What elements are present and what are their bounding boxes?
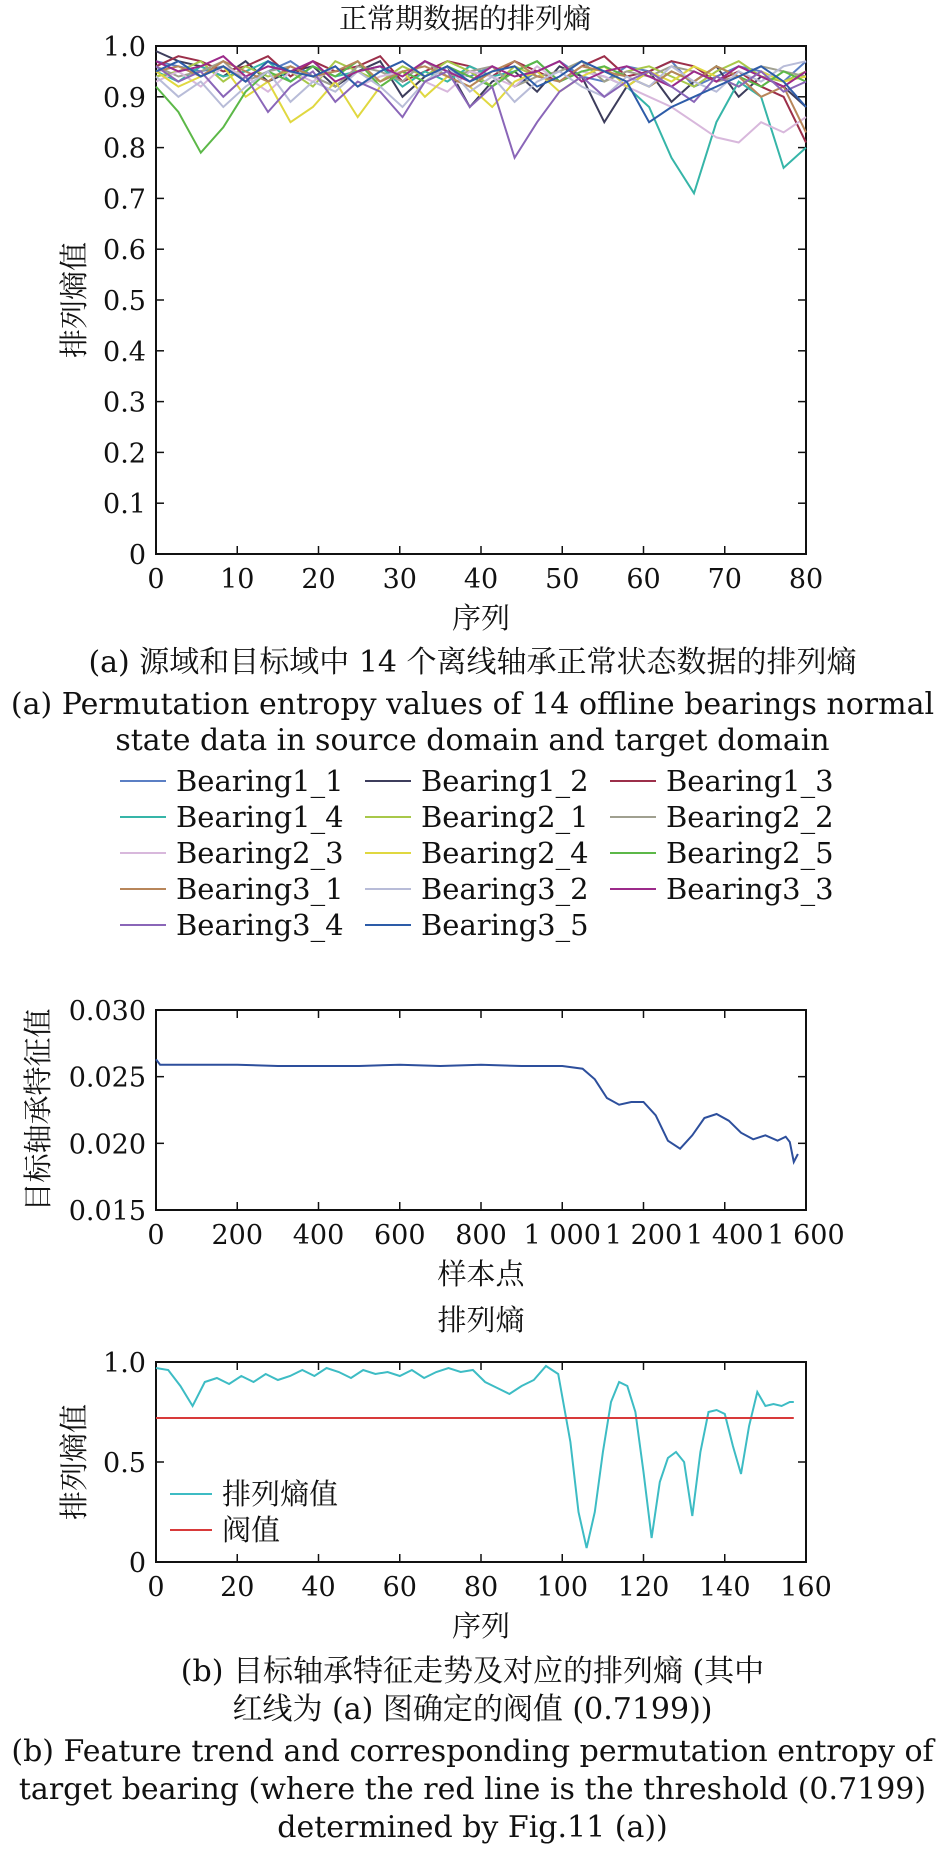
y-tick-label: 0.025 (68, 1062, 146, 1094)
legend-label: Bearing3_3 (666, 872, 834, 906)
y-tick-label: 0.5 (103, 286, 146, 317)
x-tick-label: 60 (626, 564, 661, 595)
chart-b1-y-ticks (69, 996, 806, 1227)
legend-item (365, 836, 589, 870)
chart-b1-xlabel: 样本点 (437, 1257, 525, 1291)
legend-label-entropy: 排列熵值 (222, 1477, 339, 1511)
x-tick-label: 30 (382, 564, 417, 595)
legend-label: Bearing3_1 (176, 872, 344, 906)
legend-label: Bearing3_5 (421, 908, 589, 942)
legend-label: Bearing1_3 (666, 764, 834, 798)
x-tick-label: 50 (545, 564, 580, 595)
y-tick-label: 0.5 (103, 1448, 146, 1479)
y-tick-label: 1.0 (103, 32, 146, 63)
x-tick-label: 1 400 (686, 1220, 764, 1251)
legend-swatch (120, 816, 166, 818)
chart-a (57, 2, 823, 635)
chart-a-title: 正常期数据的排列熵 (338, 2, 592, 35)
x-tick-label: 1 200 (604, 1220, 683, 1251)
legend-item (610, 836, 834, 870)
legend-label: Bearing2_2 (666, 800, 834, 834)
legend-label: Bearing2_1 (421, 800, 589, 834)
legend-item (120, 764, 344, 798)
y-tick-label: 0 (128, 540, 146, 571)
caption-a-cn: (a) 源域和目标域中 14 个离线轴承正常状态数据的排列熵 (88, 645, 857, 680)
series-line-0 (156, 1059, 798, 1162)
legend-item (120, 836, 344, 870)
x-tick-label: 120 (617, 1572, 670, 1603)
x-tick-label: 200 (211, 1220, 264, 1251)
legend-swatch (610, 780, 656, 782)
x-tick-label: 0 (147, 1572, 165, 1603)
chart-b1-series-group (156, 1059, 798, 1162)
chart-b1 (21, 996, 845, 1291)
y-tick-label: 0.015 (68, 1196, 146, 1227)
chart-b2-y-ticks (103, 1348, 806, 1579)
y-tick-label: 0.4 (103, 336, 146, 368)
legend-item (365, 872, 589, 906)
y-tick-label: 0 (128, 1548, 146, 1579)
legend-item (365, 764, 589, 798)
caption-b-cn-1: (b) 目标轴承特征走势及对应的排列熵 (其中 (180, 1654, 765, 1689)
y-tick-label: 0.6 (103, 235, 146, 267)
legend-label: Bearing2_4 (421, 836, 589, 870)
x-tick-label: 0 (147, 1220, 165, 1251)
chart-b1-frame (156, 1010, 806, 1210)
x-tick-label: 100 (536, 1572, 589, 1603)
x-tick-label: 0 (147, 564, 165, 595)
chart-b2-title: 排列熵 (437, 1303, 525, 1337)
legend-swatch (610, 852, 656, 854)
chart-a-x-ticks (147, 46, 823, 595)
legend-item (365, 800, 589, 834)
x-tick-label: 400 (292, 1220, 345, 1251)
legend-swatch (365, 780, 411, 782)
x-tick-label: 140 (698, 1572, 751, 1603)
x-tick-label: 10 (220, 564, 255, 595)
chart-a-xlabel: 序列 (451, 601, 511, 635)
y-tick-label: 1.0 (103, 1348, 146, 1379)
legend-item (120, 908, 344, 942)
chart-b2 (57, 1303, 832, 1643)
y-tick-label: 0.7 (103, 184, 146, 216)
x-tick-label: 600 (373, 1220, 426, 1251)
caption-b-en-3: determined by Fig.11 (a)) (277, 1810, 668, 1845)
legend-swatch (120, 852, 166, 854)
legend-item (610, 800, 834, 834)
chart-b1-ylabel: 目标轴承特征值 (21, 1008, 55, 1212)
caption-a-en-1: (a) Permutation entropy values of 14 offline bearings normal (10, 687, 935, 722)
x-tick-label: 60 (382, 1572, 417, 1603)
caption-b-en-2: target bearing (where the red line is the threshold (0.7199) (18, 1772, 927, 1807)
chart-b2-xlabel: 序列 (451, 1609, 511, 1643)
y-tick-label: 0.9 (103, 82, 146, 114)
legend-swatch (365, 816, 411, 818)
legend-label: Bearing1_2 (421, 764, 589, 798)
legend-swatch (120, 780, 166, 782)
legend-label: Bearing2_5 (666, 836, 834, 870)
legend-swatch (610, 888, 656, 890)
y-tick-label: 0.3 (103, 387, 146, 419)
chart-a-frame (156, 46, 806, 554)
x-tick-label: 160 (780, 1572, 832, 1603)
legend-swatch (365, 924, 411, 926)
chart-b2-legend (170, 1477, 338, 1547)
x-tick-label: 800 (455, 1220, 507, 1251)
legend-item (120, 800, 344, 834)
x-tick-label: 1 600 (767, 1220, 845, 1251)
legend-label-threshold: 阀值 (222, 1513, 281, 1547)
x-tick-label: 70 (707, 564, 742, 595)
x-tick-label: 40 (463, 564, 499, 595)
legend-item (365, 908, 589, 942)
legend-label: Bearing2_3 (176, 836, 344, 870)
y-tick-label: 0.030 (68, 996, 146, 1027)
legend-swatch (120, 888, 166, 890)
chart-b2-ylabel: 排列熵值 (57, 1403, 91, 1521)
y-tick-label: 0.8 (103, 133, 146, 165)
x-tick-label: 80 (788, 564, 824, 595)
legend-label: Bearing1_4 (176, 800, 344, 834)
legend-item (610, 872, 834, 906)
x-tick-label: 20 (301, 564, 336, 595)
y-tick-label: 0.1 (103, 489, 146, 521)
x-tick-label: 80 (463, 1572, 499, 1603)
chart-a-series-group (156, 51, 806, 193)
y-tick-label: 0.020 (68, 1129, 146, 1161)
legend-item (610, 764, 834, 798)
x-tick-label: 40 (301, 1572, 336, 1603)
legend-item (120, 872, 344, 906)
legend-swatch (120, 924, 166, 926)
legend-label: Bearing1_1 (176, 764, 344, 798)
legend-swatch (365, 888, 411, 890)
y-tick-label: 0.2 (103, 438, 146, 470)
x-tick-label: 20 (220, 1572, 255, 1603)
legend-swatch (610, 816, 656, 818)
legend-label: Bearing3_4 (176, 908, 344, 942)
legend-swatch (365, 852, 411, 854)
legend-label: Bearing3_2 (421, 872, 589, 906)
chart-a-ylabel: 排列熵值 (57, 241, 91, 359)
chart-a-y-ticks (103, 32, 806, 571)
caption-b-en-1: (b) Feature trend and corresponding permutation entropy of (11, 1734, 934, 1769)
caption-b-cn-2: 红线为 (a) 图确定的阀值 (0.7199)) (232, 1692, 713, 1727)
x-tick-label: 1 000 (523, 1220, 601, 1251)
caption-a-en-2: state data in source domain and target domain (115, 723, 830, 758)
